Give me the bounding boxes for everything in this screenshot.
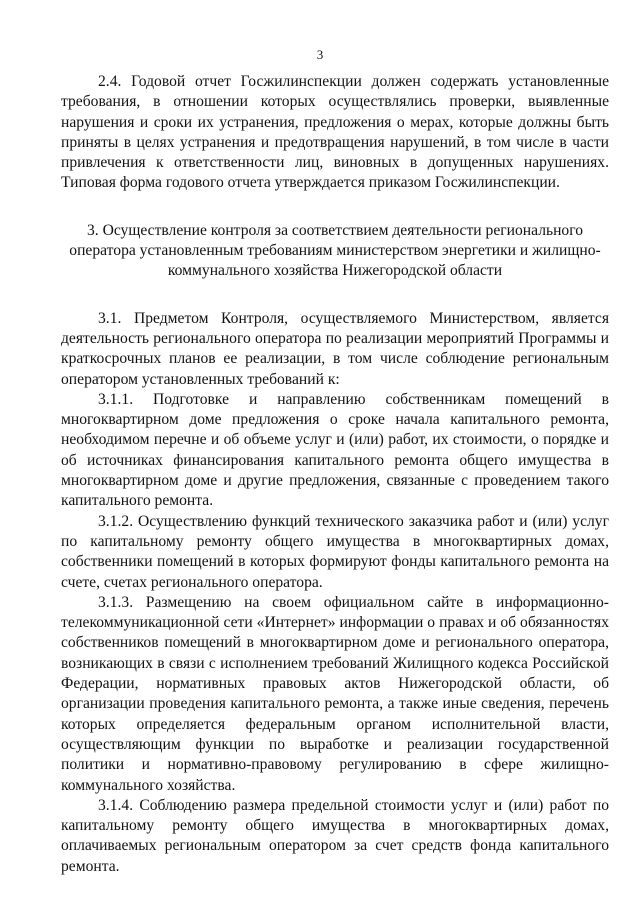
paragraph-3-1-1: 3.1.1. Подготовке и направлению собственникам помещений в многоквартирном доме предложения о сроке начала капитального ремонта, необходимом перечне и об объеме услуг и (или) работ, их стоимости, о порядке и об источниках финансирования капитального ремонта общего имущества в многоквартирном доме и другие предложения, связанные с проведением такого капитального ремонта. (61, 390, 609, 510)
page-number: 3 (316, 47, 324, 62)
paragraph-3-1-2: 3.1.2. Осуществлению функций технического заказчика работ и (или) услуг по капитальному ремонту общего имущества в многоквартирных домах, собственники помещений в которых формируют фонды капитального ремонта на счете, счетах регионального оператора. (61, 512, 609, 591)
paragraph-3-1-3: 3.1.3. Размещению на своем официальном сайте в информационно-телекоммуникационной сети «Интернет» информации о правах и об обязанностях собственников помещений в многоквартирном доме и регионального оператора, возникающих в связи с исполнением требований Жилищного кодекса Российской Федерации, нормативных правовых актов Нижегородской области, об организации проведения капитального ремонта, а также иные сведения, перечень которых определяется федеральным органом исполнительной власти, осуществляющим функции по выработке и реализации государственной политики и нормативно-правовому регулированию в сфере жилищно-коммунального хозяйства. (61, 593, 609, 794)
paragraph-3-1-4: 3.1.4. Соблюдению размера предельной стоимости услуг и (или) работ по капитальному ремонту общего имущества в многоквартирных домах, оплачиваемых региональным оператором за счет средств фонда капитального ремонта. (61, 796, 609, 875)
paragraph-2-4: 2.4. Годовой отчет Госжилинспекции должен содержать установленные требования, в отношении которых осуществлялись проверки, выявленные нарушения и сроки их устранения, предложения о мерах, которые должны быть приняты в целях устранения и предотвращения нарушений, в том числе в части привлечения к ответственности лиц, виновных в допущенных нарушениях. Типовая форма годового отчета утверждается приказом Госжилинспекции. (61, 73, 609, 192)
section-3-heading: 3. Осуществление контроля за соответствием деятельности регионального оператора установленным требованиям министерством энергетики и жилищно-коммунального хозяйства Нижегородской области (69, 221, 601, 280)
document-body (61, 72, 609, 877)
paragraph-3-1: 3.1. Предметом Контроля, осуществляемого Министерством, является деятельность регионального оператора по реализации мероприятий Программы и краткосрочных планов ее реализации, в том числе соблюдение региональным оператором установленных требований к: (61, 309, 609, 388)
